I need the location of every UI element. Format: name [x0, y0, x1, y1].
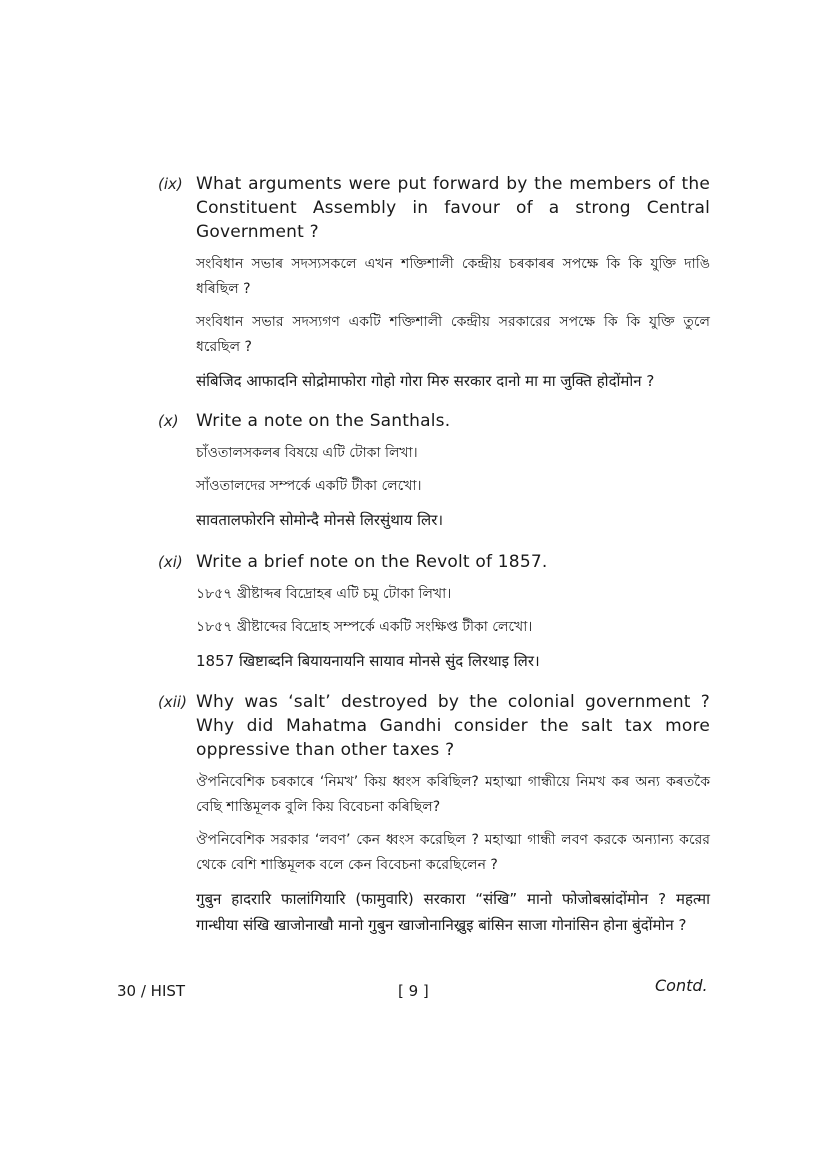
- question-assamese: ঔপনিবেশিক চৰকাৰে ‘নিমখ’ কিয় ধ্বংস কৰিছিল? মহাত্মা গান্ধীয়ে নিমখ কৰ অন্য কৰতকৈ বেছি শাস্তিমূলক বুলি কিয় বিবেচনা কৰিছিল?: [196, 774, 710, 815]
- question-english: Write a note on the Santhals.: [196, 411, 451, 431]
- question-bengali: ১৮৫৭ খ্রীষ্টাব্দের বিদ্রোহ সম্পর্কে একটি সংক্ষিপ্ত টীকা লেখো।: [196, 619, 533, 635]
- continued-label: Contd.: [655, 976, 708, 995]
- question-english: What arguments were put forward by the members of the Constituent Assembly in favour of a strong Central Government ?: [196, 174, 710, 242]
- question-bengali: সাঁওতালদের সম্পর্কে একটি টীকা লেখো।: [196, 478, 422, 494]
- question-number: (xii): [158, 693, 187, 711]
- question-bengali: সংবিধান সভার সদস্যগণ একটি শক্তিশালী কেন্দ্রীয় সরকারের সপক্ষে কি কি যুক্তি তুলে ধরেছিল ?: [196, 314, 710, 355]
- question-bodo: 1857 खिष्टाब्दनि बियायनायनि सायाव मोनसे सुंद लिरथाइ लिर।: [196, 652, 540, 670]
- question-assamese: ১৮৫৭ খ্ৰীষ্টাব্দৰ বিদ্ৰোহৰ এটি চমু টোকা লিখা।: [196, 586, 452, 602]
- question-bodo: सावतालफोरनि सोमोन्दै मोनसे लिरसुंथाय लिर।: [196, 511, 444, 529]
- question-assamese: চাঁওতালসকলৰ বিষয়ে এটি টোকা লিখা।: [196, 445, 418, 461]
- question-xii: [158, 690, 710, 944]
- question-number: (xi): [158, 553, 183, 571]
- question-ix: [158, 172, 710, 400]
- page-number: [ 9 ]: [398, 982, 429, 1000]
- question-bengali: ঔপনিবেশিক সরকার ‘লবণ’ কেন ধ্বংস করেছিল ? মহাত্মা গান্ধী লবণ করকে অন্যান্য করের থেকে বেশি শাস্তিমূলক বলে কেন বিবেচনা করেছিলেন ?: [196, 832, 710, 873]
- footer-code: 30 / HIST: [117, 982, 186, 1000]
- question-bodo: संबिजिद आफादनि सोद्रोमाफोरा गोहो गोरा मिरु सरकार दानो मा मा जुक्ति होदोंमोन ?: [196, 372, 655, 390]
- question-number: (x): [158, 412, 179, 430]
- question-bodo: गुबुन हादरारि फालांगियारि (फामुवारि) सरकारा “संखि” मानो फोजोबस्रांदोंमोन ? महत्मा गान्धीया संखि खाजोनाखौ मानो गुबुन खाजोनानिख्रुइ बांसिन साजा गोनांसिन होना बुंदोंमोन ?: [196, 890, 710, 934]
- question-number: (ix): [158, 175, 183, 193]
- question-english: Why was ‘salt’ destroyed by the colonial government ? Why did Mahatma Gandhi consider the salt tax more oppressive than other taxes ?: [196, 692, 710, 760]
- question-x: [158, 409, 710, 539]
- question-xi: [158, 550, 710, 680]
- question-assamese: সংবিধান সভাৰ সদস্যসকলে এখন শক্তিশালী কেন্দ্ৰীয় চৰকাৰৰ সপক্ষে কি কি যুক্তি দাঙি ধৰিছিল ?: [196, 256, 710, 297]
- question-english: Write a brief note on the Revolt of 1857.: [196, 552, 548, 572]
